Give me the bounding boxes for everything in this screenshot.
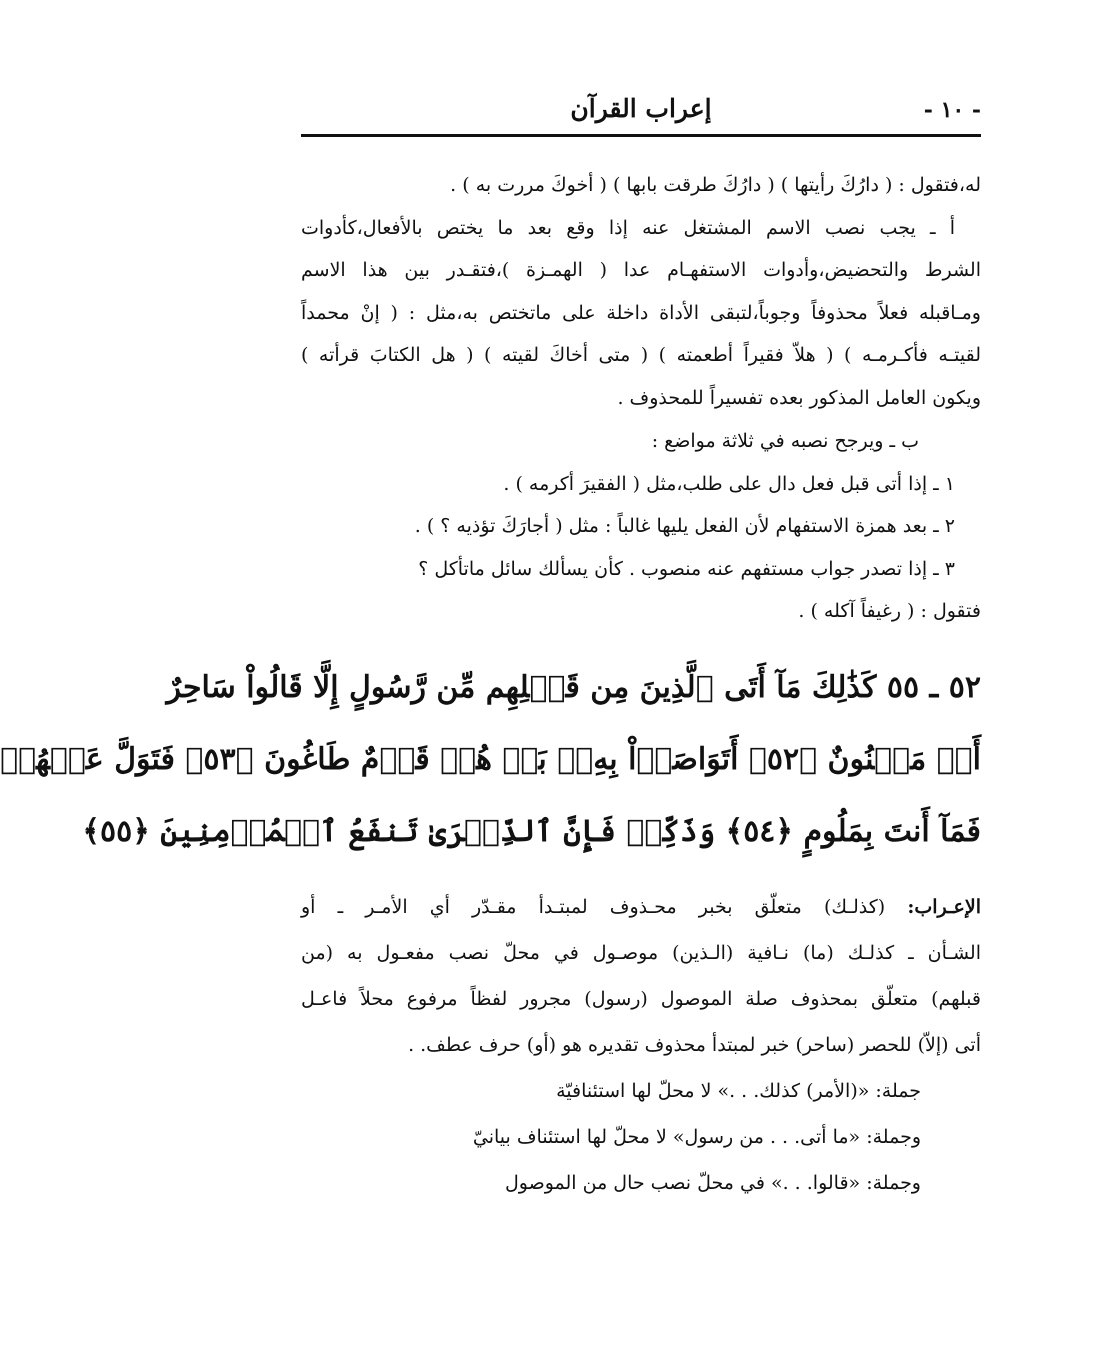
irab-first-line: (كذلـك) متعلّق بخبر محـذوف لمبتـدأ مقـدّر أي الأمـر ـ أو <box>301 896 886 918</box>
header-divider <box>301 134 981 137</box>
verse-line: أَوۡ مَجۡنُونٌ ﴿٥٢﴾ أَتَوَاصَوۡاْ بِهِۦۚ بَلۡ هُمۡ قَوۡمٌ طَاغُونَ ﴿٥٣﴾ فَتَوَلَّ عَنۡهُمۡ <box>0 742 981 777</box>
rule-item: ١ ـ إذا أتى قبل فعل دال على طلب،مثل ( الفقيرَ أكرمه ) . <box>503 472 955 495</box>
running-title: إعراب القرآن <box>570 94 712 123</box>
text-line: لقيتـه فأكـرمـه ) ( هلاّ فقيراً أطعمته ) ( متى أخاكَ لقيته ) ( هل الكتابَ قرأته ) <box>301 344 981 366</box>
page-number: - ١٠ - <box>923 97 981 123</box>
irab-label: الإعـراب: <box>907 896 981 918</box>
rule-heading: ب ـ ويرجح نصبه في ثلاثة مواضع : <box>651 430 919 452</box>
rule-item: ٢ ـ بعد همزة الاستفهام لأن الفعل يليها غالباً : مثل ( أجارَكَ تؤذيه ؟ ) . <box>414 515 955 537</box>
text-line: أ ـ يجب نصب الاسم المشتغل عنه إذا وقع بعد ما يختص بالأفعال،كأدوات <box>301 216 955 239</box>
text-line: له،فتقول : ( دارُكَ رأيتها ) ( دارُكَ طرقت بابها ) ( أخوكَ مررت به ) . <box>450 174 981 196</box>
page-header <box>301 92 981 132</box>
verse-line: فَمَآ أَنتَ بِمَلُومٍ ﴿٥٤﴾ وَذَكِّرۡ فَإِنَّ ٱلذِّكۡرَىٰ تَنفَعُ ٱلۡمُؤۡمِنِينَ ﴿٥٥﴾ <box>82 814 981 849</box>
text-line: الشرط والتحضيض،وأدوات الاستفهـام عدا ( الهمـزة )،فتقـدر بين هذا الاسم <box>301 259 981 281</box>
text-line: أتى (إلاّ) للحصر (ساحر) خبر لمبتدأ محذوف تقديره هو (أو) حرف عطف. . <box>408 1034 981 1056</box>
text-line: الشـأن ـ كذلـك (ما) نـافية (الـذين) موصـول في محلّ نصب مفعـول به (من <box>301 942 981 964</box>
rules-list <box>301 420 981 633</box>
text-line: ويكون العامل المذكور بعده تفسيراً للمحذوف . <box>617 386 981 409</box>
text-line: ومـاقبله فعلاً محذوفاً وجوباً،لتبقى الأداة داخلة على ماتختص به،مثل : ( إنْ محمداً <box>301 301 981 324</box>
rule-item: ٣ ـ إذا تصدر جواب مستفهم عنه منصوب . كأن يسألك سائل ماتأكل ؟ <box>418 557 955 580</box>
quran-verses <box>0 652 981 868</box>
jumla-item: جملة: «(الأمر) كذلك. . .» لا محلّ لها استئنافيّة <box>556 1080 921 1102</box>
text-line: قبلهم) متعلّق بمحذوف صلة الموصول (رسول) مجرور لفظاً مرفوع محلاً فاعـل <box>301 988 981 1010</box>
jumla-item: وجملة: «قالوا. . .» في محلّ نصب حال من الموصول <box>504 1172 921 1194</box>
irab-paragraph <box>301 884 981 1068</box>
rule-item-continuation: فتقول : ( رغيفاً آكله ) . <box>798 600 981 622</box>
intro-paragraph <box>301 164 981 419</box>
jumla-list <box>301 1068 921 1206</box>
text-line <box>301 884 981 930</box>
verse-line: ٥٢ ـ ٥٥ كَذَٰلِكَ مَآ أَتَى ٱلَّذِينَ مِن قَبۡلِهِم مِّن رَّسُولٍ إِلَّا قَالُواْ سَاحِرٌ <box>166 670 981 705</box>
jumla-item: وجملة: «ما أتى. . . من رسول» لا محلّ لها استئناف بيانيّ <box>472 1126 921 1148</box>
